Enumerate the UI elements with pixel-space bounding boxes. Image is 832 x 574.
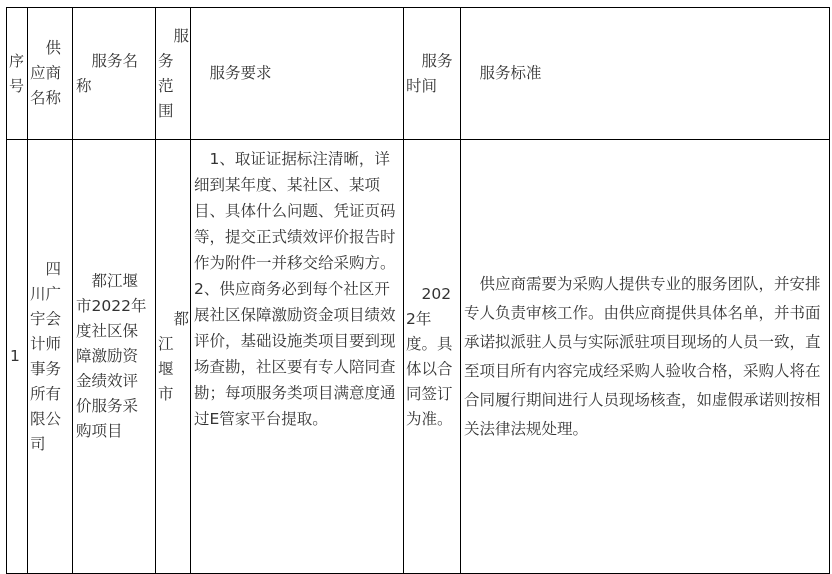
cell-seq [7,140,28,574]
header-requirements-text: 服务要求 [209,64,272,82]
header-row [7,8,830,140]
cell-supplier [28,140,73,574]
cell-requirements [191,140,404,574]
header-service-name [73,8,156,140]
header-standard [461,8,830,140]
header-time [404,8,461,140]
cell-time-text: 2022年度。具体以合同签订为准。 [406,284,453,428]
cell-service-name-text: 都江堰市2022年度社区保障激励资金绩效评价服务采购项目 [76,272,147,440]
header-seq-text: 序号 [9,51,25,95]
header-service-name-text: 服务名称 [76,51,139,95]
table-row [7,140,830,574]
cell-standard [461,140,830,574]
header-scope-text: 服务范围 [158,26,190,120]
cell-standard-text: 供应商需要为采购人提供专业的服务团队，并安排专人负责审核工作。由供应商提供具体名单，并书面承诺拟派驻人员与实际派驻项目现场的人员一致，直至项目所有内容完成经采购人验收合格，采购人将在合同履行期间进行人员现场核查，如虚假承诺则按相关法律法规处理。 [464,274,821,438]
requirement-item-2: 2、供应商务必到每个社区开展社区保障激励资金项目绩效评价，基础设施类项目要到现场查勘，社区要有专人陪同查勘；每项服务类项目满意度通过E管家平台提取。 [194,280,396,428]
header-standard-text: 服务标准 [479,64,542,82]
header-supplier [28,8,73,140]
header-scope [156,8,191,140]
header-time-text: 服务时间 [406,51,453,95]
cell-scope-text: 都江堰市 [158,309,190,403]
cell-time [404,140,461,574]
header-seq [7,8,28,140]
header-requirements [191,8,404,140]
cell-service-name [73,140,156,574]
cell-seq-text: 1 [10,347,20,365]
cell-scope [156,140,191,574]
service-table [6,7,830,574]
requirement-item-1: 1、取证证据标注清晰，详细到某年度、某社区、某项目、具体什么问题、凭证页码等，提交正式绩效评价报告时作为附件一并移交给采购方。 [194,150,396,272]
header-supplier-text: 供应商名称 [30,39,62,107]
cell-supplier-text: 四川广宇会计师事务所有限公司 [30,259,62,453]
